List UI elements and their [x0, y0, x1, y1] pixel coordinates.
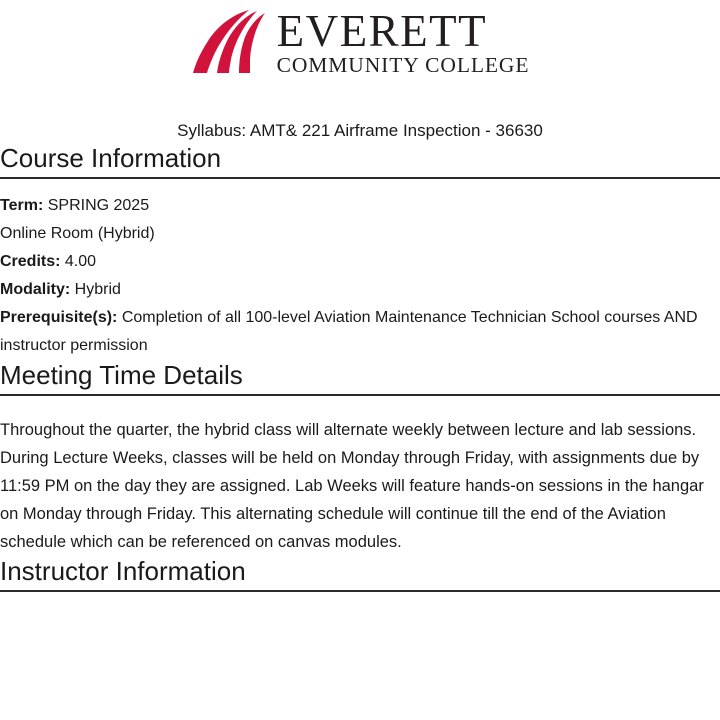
course-information-list: [0, 179, 720, 360]
section-heading-course-information: Course Information: [0, 143, 720, 179]
page-title: Syllabus: AMT& 221 Airframe Inspection - 36630: [177, 121, 543, 140]
course-field-term-value: SPRING 2025: [47, 197, 150, 214]
course-field-room: [0, 220, 720, 248]
section-heading-instructor-information: Instructor Information: [0, 556, 720, 592]
section-heading-meeting-time-details: Meeting Time Details: [0, 360, 720, 396]
logo-inner: [191, 6, 530, 77]
course-field-prerequisites-value: Completion of all 100-level Aviation Maintenance Technician School courses AND instructor permission: [0, 309, 698, 354]
course-field-modality-value: Hybrid: [74, 281, 121, 298]
course-field-term: [0, 192, 720, 220]
everett-swoosh-icon: [191, 9, 269, 75]
course-field-modality-label: Modality:: [0, 281, 71, 298]
course-field-prerequisites-label: Prerequisite(s):: [0, 309, 118, 326]
course-field-modality: [0, 276, 720, 304]
course-field-credits-label: Credits:: [0, 253, 61, 270]
logo-word-community-college: COMMUNITY COLLEGE: [276, 53, 530, 77]
course-field-term-label: Term:: [0, 197, 44, 214]
course-field-credits-value: 4.00: [64, 253, 97, 270]
course-field-prerequisites: [0, 304, 720, 360]
logo-wordmark: [276, 6, 530, 77]
college-logo: [0, 0, 720, 78]
logo-word-everett: EVERETT: [276, 6, 488, 56]
course-field-credits: [0, 248, 720, 276]
course-field-room-value: Online Room (Hybrid): [0, 225, 155, 242]
meeting-time-details-paragraph: Throughout the quarter, the hybrid class will alternate weekly between lecture and lab sessions. During Lecture Weeks, classes will be held on Monday through Friday, with assignments due by 11:59 PM on the day they are assigned. Lab Weeks will feature hands-on sessions in the hangar on Monday through Friday. This alternating schedule will continue till the end of the Aviation schedule which can be referenced on canvas modules.: [0, 421, 704, 551]
